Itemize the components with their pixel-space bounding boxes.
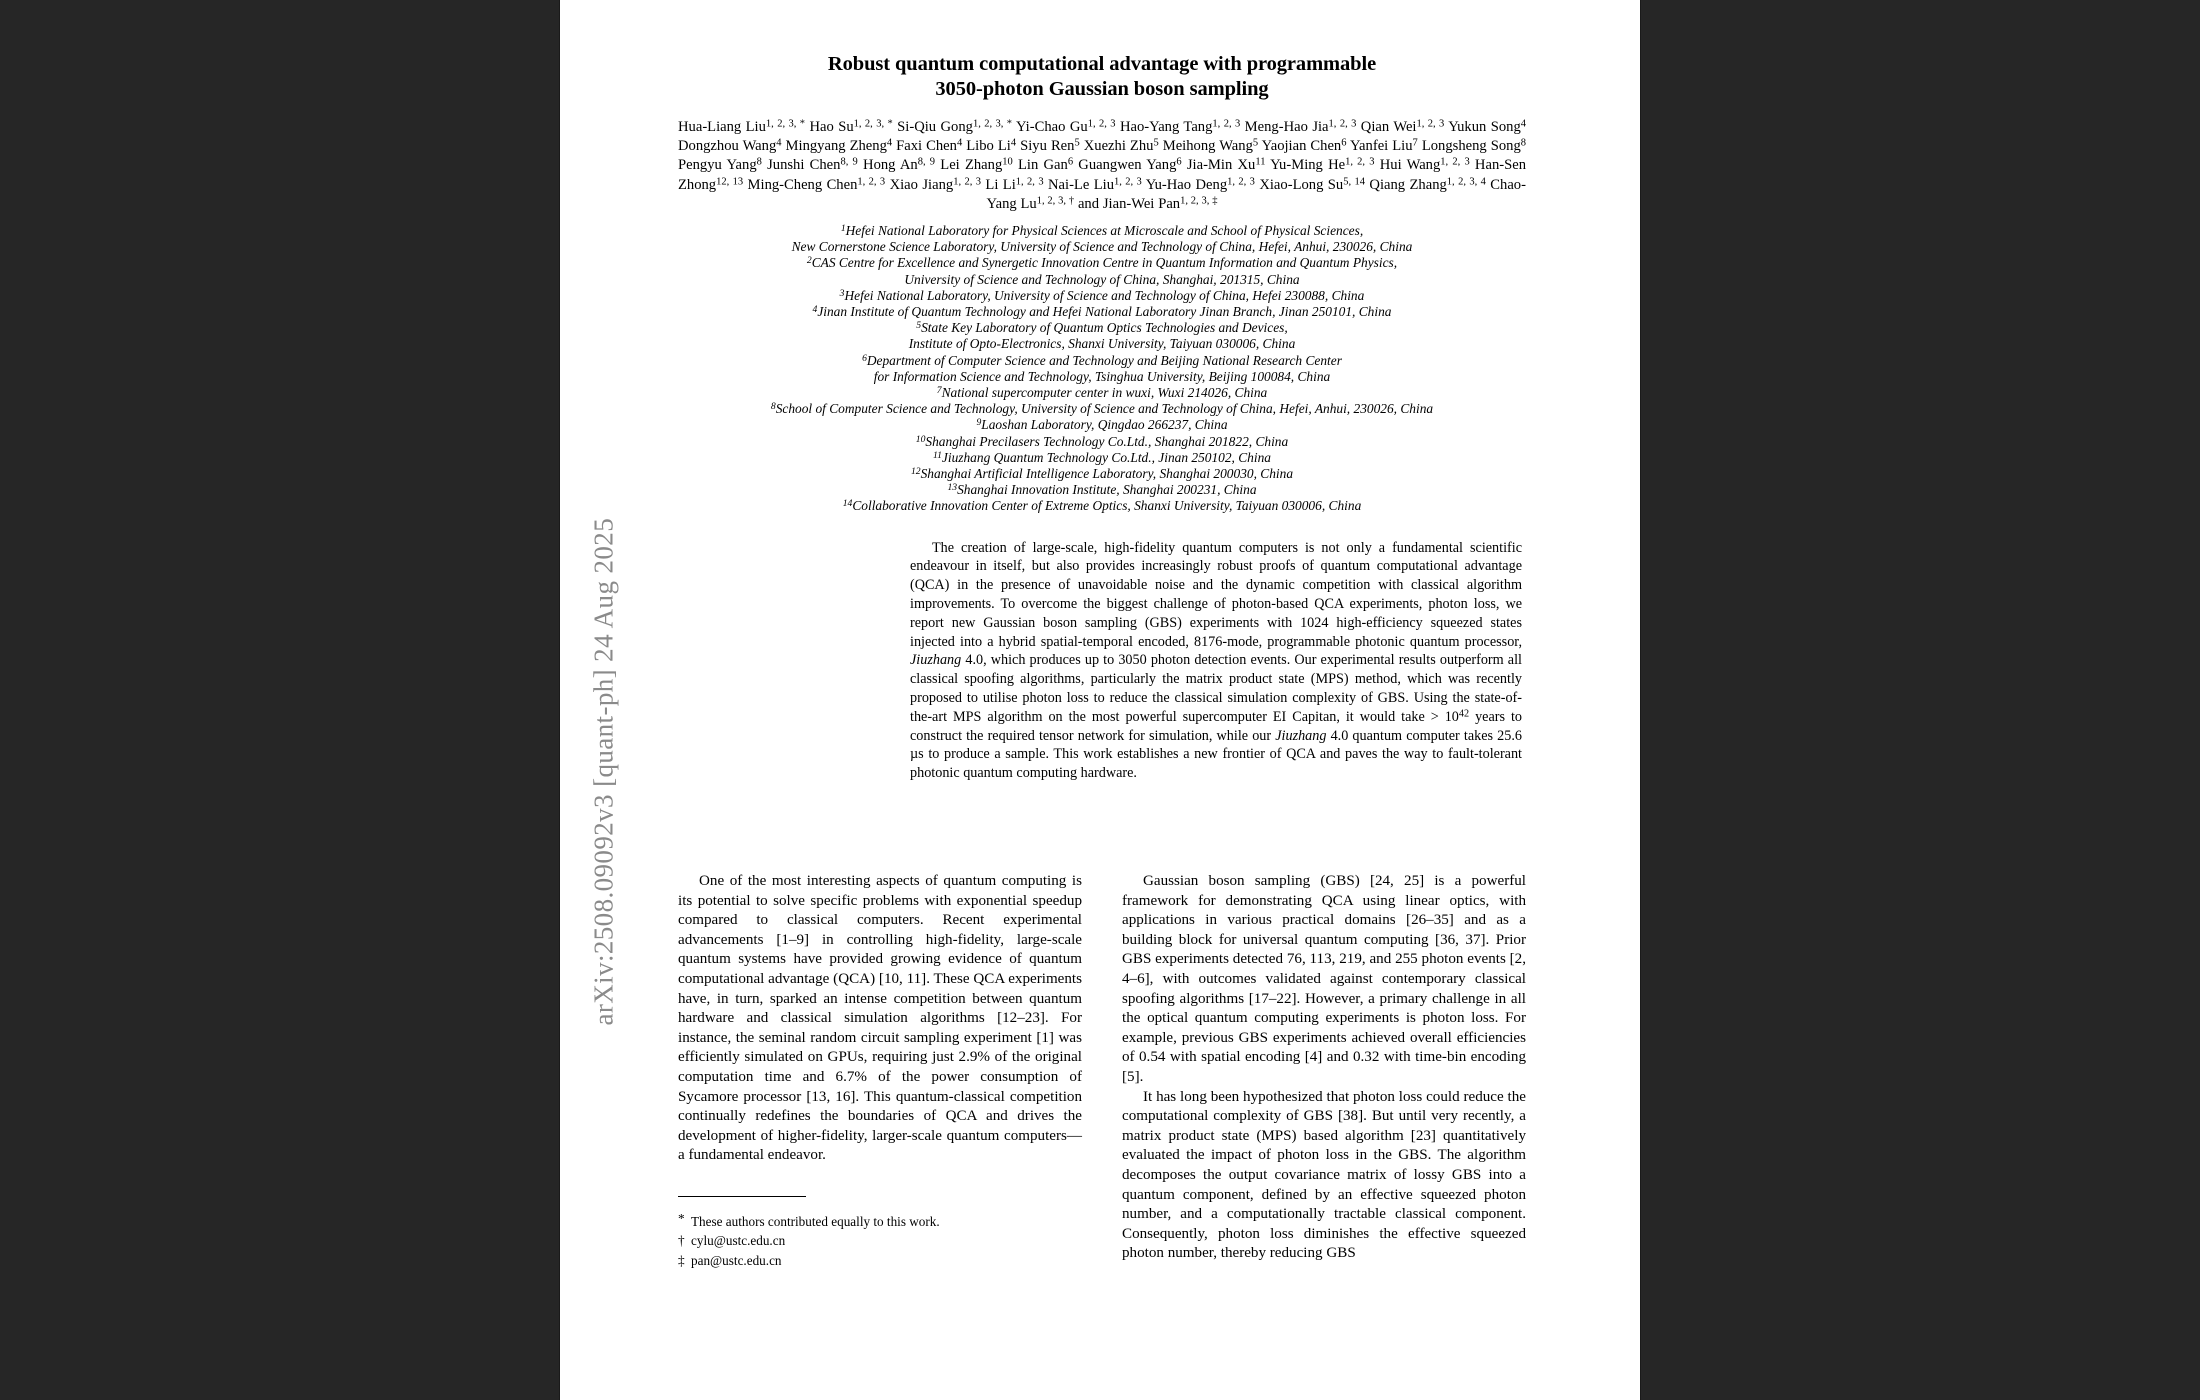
affiliation-item: $^{10}$Shanghai Precilasers Technology Co.Ltd., Shanghai 201822, China: [915, 433, 1289, 449]
footnote-divider: [678, 1196, 806, 1197]
footnote-text: cylu@ustc.edu.cn: [691, 1233, 786, 1249]
footnote-item: [678, 1251, 1082, 1270]
author-line-3: Yaojian Chen$^6$ Yanfei Liu$^7$ Longsheng Song$^8$ Pengyu Yang$^8$ Junshi Chen$^{8, 9}$ Hong An$^{8, 9}$ Lei Zhang$^{10}$ Lin Gan$^6$ Guangwen: [678, 137, 1526, 174]
body-paragraph: It has long been hypothesized that photon loss could reduce the computational complexity of GBS [38]. But until very recently, a matrix product state (MPS) based algorithm [23] quantitatively evaluated the impact of photon loss in the GBS. The algorithm decomposes the output covariance matrix of lossy GBS into a quantum component, defined by an effective squeezed photon number, and a computationally tractable classical component. Consequently, photon loss diminishes the effective squeezed photon number, thereby reducing GBS: [1122, 1088, 1526, 1262]
affiliation-item: $^{12}$Shanghai Artificial Intelligence Laboratory, Shanghai 200030, China: [910, 466, 1294, 482]
author-line-4: Yang$^6$ Jia-Min Xu$^{11}$ Yu-Ming He$^{1, 2, 3}$ Hui Wang$^{1, 2, 3}$ Han-Sen Zhong$^{12, 13}$ Ming-Cheng Chen$^{1, 2, 3}$ Xiao Jiang$^{1, 2, 3}$ Li Li$^{1, 2, 3}$: [678, 157, 1526, 193]
affiliation-item: University of Science and Technology of China, Shanghai, 201315, China: [904, 271, 1300, 287]
author-line-5: Nai-Le Liu$^{1, 2, 3}$ Yu-Hao Deng$^{1, 2, 3}$ Xiao-Long Su$^{5, 14}$ Qiang Zhang$^{1, 2, 3, 4}$ Chao-Yang $Lu^{1, 2, 3, \dagger}$ and Jian-Wei Pan$^{1, 2, 3, \ddagger}$: [986, 176, 1526, 212]
body-columns: [678, 872, 1526, 1264]
body-column-left: [678, 872, 1082, 1264]
footnote-list: [678, 1212, 1082, 1270]
body-paragraph: One of the most interesting aspects of quantum computing is its potential to solve specific problems with exponential speedup compared to classical computers. Recent experimental advancements [1–9] in controlling high-fidelity, large-scale quantum systems have provided growing evidence of quantum computational advantage (QCA) [10, 11]. These QCA experiments have, in turn, sparked an intense competition between quantum hardware and classical simulation algorithms [12–23]. For instance, the seminal random circuit sampling experiment [1] was efficiently simulated on GPUs, requiring just 2.9% of the original computation time and 6.7% of the power consumption of Sycamore processor [13, 16]. This quantum-classical competition continually redefines the boundaries of QCA and drives the development of higher-fidelity, larger-scale quantum computers—a fundamental endeavor.: [678, 873, 1082, 1164]
author-line-2: Wei$^{1, 2, 3}$ Yukun Song$^4$ Dongzhou Wang$^4$ Mingyang Zheng$^4$ Faxi Chen$^4$ Libo Li$^4$ Siyu Ren$^5$ Xuezhi Zhu$^5$ Meihong Wang$^5$: [678, 118, 1526, 155]
affiliation-item: $^{14}$Collaborative Innovation Center of Extreme Optics, Shanxi University, Taiyuan 030006, China: [842, 498, 1362, 514]
page-title: [678, 52, 1526, 102]
affiliation-item: for Information Science and Technology, Tsinghua University, Beijing 100084, China: [873, 368, 1331, 384]
affiliation-item: $^1$Hefei National Laboratory for Physical Sciences at Microscale and School of Physical Sciences,: [840, 222, 1364, 239]
affiliation-item: Institute of Opto-Electronics, Shanxi University, Taiyuan 030006, China: [908, 336, 1296, 352]
title-line-2: 3050-photon Gaussian boson sampling: [935, 78, 1269, 100]
affiliation-item: $^2$CAS Centre for Excellence and Synergetic Innovation Centre in Quantum Information and Quantum Physics,: [806, 255, 1398, 271]
footnote-text: pan@ustc.edu.cn: [691, 1252, 782, 1268]
affiliation-item: $^{13}$Shanghai Innovation Institute, Shanghai 200231, China: [947, 482, 1257, 498]
affiliation-list: [678, 223, 1526, 515]
footnote-marker: †: [678, 1233, 685, 1249]
body-paragraph: Gaussian boson sampling (GBS) [24, 25] is a powerful framework for demonstrating QCA using linear optics, with applications in various practical domains [26–35] and as a building block for universal quantum computing [36, 37]. Prior GBS experiments detected 76, 113, 219, and 255 photon events [2, 4–6], with outcomes validated against contemporary classical spoofing algorithms [17–22]. However, a primary challenge in all the optical quantum computing experiments is photon loss. For example, previous GBS experiments achieved overall efficiencies of 0.54 with spatial encoding [4] and 0.32 with time-bin encoding [5].: [1122, 873, 1526, 1085]
affiliation-item: New Cornerstone Science Laboratory, University of Science and Technology of China, Hefei, Anhui, 230026, China: [791, 239, 1413, 255]
affiliation-item: $^5$State Key Laboratory of Quantum Optics Technologies and Devices,: [916, 320, 1288, 336]
affiliation-item: $^3$Hefei National Laboratory, University of Science and Technology of China, Hefei 230088, China: [839, 287, 1365, 303]
affiliation-item: $^7$National supercomputer center in wuxi, Wuxi 214026, China: [936, 385, 1268, 401]
affiliation-item: $^9$Laoshan Laboratory, Qingdao 266237, China: [976, 417, 1228, 433]
page-content: [560, 0, 1640, 1400]
abstract-text: The creation of large-scale, high-fidelity quantum computers is not only a fundamental scientific endeavour in itself, but also provides increasingly robust proofs of quantum computational advantage (QCA) in the presence of unavoidable noise and the dynamic competition with classical algorithm improvements. To overcome the biggest challenge of photon-based QCA experiments, photon loss, we report new Gaussian boson sampling (GBS) experiments with 1024 high-efficiency squeezed states injected into a hybrid spatial-temporal encoded, 8176-mode, programmable photonic quantum processor, Jiuzhang 4.0, which produces up to 3050 photon detection events. Our experimental results outperform all classical spoofing algorithms, particularly the matrix product state (MPS) method, which was recently proposed to utilise photon loss to reduce the classical simulation complexity of GBS. Using the state-of-the-art MPS algorithm on the most powerful supercomputer EI Capitan, it would take > $10^{42}$ years to construct the required tensor network for simulation, while our Jiuzhang 4.0 quantum computer takes 25.6 µs to produce a sample. This work establishes a new frontier of QCA and paves the way to fault-tolerant photonic quantum computing hardware.: [910, 539, 1522, 782]
body-column-right: [1122, 872, 1526, 1264]
footnote-item: [678, 1212, 1082, 1231]
author-line-1: Hua-Liang Liu$^{1, 2, 3, *}$ Hao $Su^{1, 2, 3, *}$ Si-Qiu Gong$^{1, 2, 3, *}$ Yi-Chao Gu$^{1, 2, 3}$ Hao-Yang Tang$^{1, 2, 3}$ Meng-Hao Jia$^{1, 2, 3}$ Qian: [678, 118, 1390, 135]
footnote-item: [678, 1231, 1082, 1250]
footnote-marker: ‡: [678, 1252, 685, 1268]
arxiv-identifier-stamp: arXiv:2508.09092v3 [quant-ph] 24 Aug 2025: [588, 517, 619, 1026]
footnote-marker: *: [678, 1211, 685, 1226]
affiliation-item: $^8$School of Computer Science and Technology, University of Science and Technology of China, Hefei, Anhui, 230026, China: [770, 401, 1434, 417]
affiliation-item: $^{11}$Jiuzhang Quantum Technology Co.Ltd., Jinan 250102, China: [933, 449, 1271, 465]
document-page: [560, 0, 1640, 1400]
paper-header: [678, 52, 1526, 783]
title-line-1: Robust quantum computational advantage with programmable: [827, 53, 1377, 75]
affiliation-item: $^4$Jinan Institute of Quantum Technology and Hefei National Laboratory Jinan Branch, Jinan 250101, China: [812, 303, 1392, 320]
footnote-text: These authors contributed equally to this work.: [691, 1214, 940, 1229]
affiliation-item: $^6$Department of Computer Science and Technology and Beijing National Research Center: [862, 352, 1342, 368]
author-list: [678, 118, 1526, 214]
